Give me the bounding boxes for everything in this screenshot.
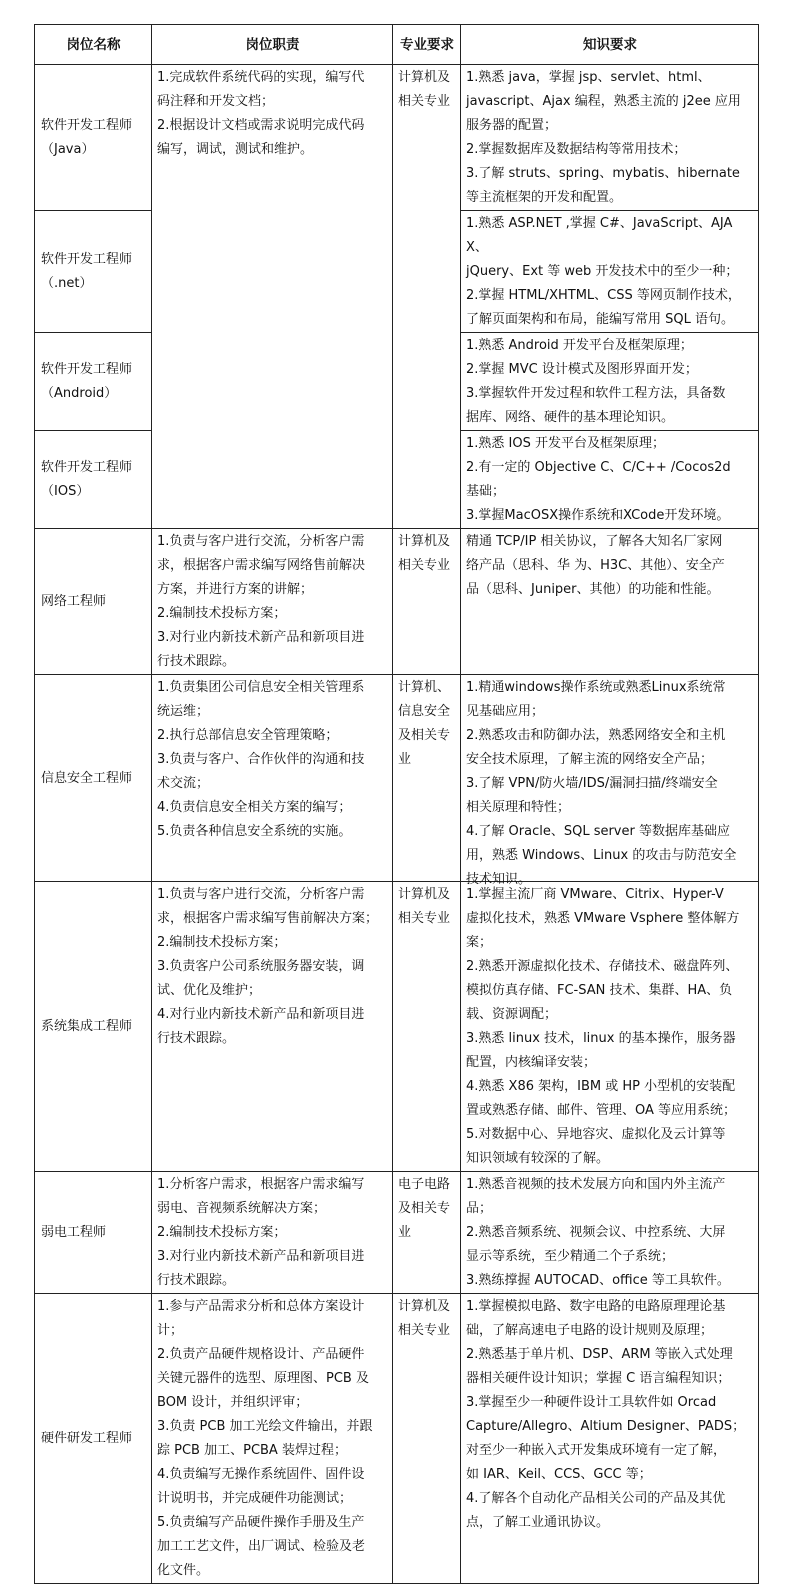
duty-line: 3.对行业内新技术新产品和新项目进 — [157, 1249, 365, 1264]
duty-line: 3.负责 PCB 加工光绘文件输出，并跟 — [157, 1419, 373, 1434]
major-line: 及相关专 — [398, 728, 451, 743]
knowledge-line: 置或熟悉存储、邮件、管理、OA 等应用系统； — [466, 1103, 737, 1118]
position-name: 软件开发工程师 — [41, 460, 133, 475]
duty-line: 行技术跟踪。 — [157, 1031, 236, 1046]
knowledge-line: 2.熟悉攻击和防御办法，熟悉网络安全和主机 — [466, 728, 726, 743]
knowledge-line: 用，熟悉 Windows、Linux 的攻击与防范安全 — [466, 848, 737, 863]
knowledge-line: 2.掌握数据库及数据结构等常用技术； — [466, 142, 687, 157]
duty-line: 方案，并进行方案的讲解； — [157, 582, 314, 597]
major-line: 信息安全 — [398, 704, 451, 719]
duty-line: 1.完成软件系统代码的实现，编写代 — [157, 70, 365, 85]
major-line: 计算机及 — [398, 1299, 451, 1314]
duty-line: 2.编制技术投标方案； — [157, 606, 287, 621]
knowledge-cell — [461, 1172, 759, 1294]
position-name: 硬件研发工程师 — [41, 1431, 133, 1446]
major-line: 相关专业 — [398, 911, 451, 926]
position-name: 系统集成工程师 — [41, 1019, 133, 1034]
knowledge-line: 如 IAR、Keil、CCS、GCC 等； — [466, 1467, 652, 1482]
knowledge-line: 4.了解各个自动化产品相关公司的产品及其优 — [466, 1491, 726, 1506]
duty-line: 1.负责与客户进行交流，分析客户需 — [157, 534, 365, 549]
major-cell — [393, 65, 461, 529]
table-row — [35, 882, 759, 1172]
knowledge-line: Capture/Allegro、Altium Designer、PADS； — [466, 1419, 746, 1434]
position-name: 软件开发工程师 — [41, 362, 133, 377]
knowledge-line: 2.掌握 MVC 设计模式及图形界面开发； — [466, 362, 698, 377]
major-cell — [393, 1294, 461, 1584]
major-line: 业 — [398, 752, 412, 767]
position-name: 弱电工程师 — [41, 1225, 107, 1240]
knowledge-line: 2.熟悉开源虚拟化技术、存储技术、磁盘阵列、 — [466, 959, 739, 974]
knowledge-line: 1.熟悉音视频的技术发展方向和国内外主流产 — [466, 1177, 726, 1192]
duties-cell — [152, 65, 393, 529]
duties-cell — [152, 529, 393, 675]
knowledge-line: 2.有一定的 Objective C、C/C++ /Cocos2d — [466, 460, 731, 475]
major-line: 计算机及 — [398, 70, 451, 85]
major-cell — [393, 675, 461, 882]
duties-cell — [152, 1172, 393, 1294]
knowledge-cell — [461, 333, 759, 431]
table-row — [35, 529, 759, 675]
table-row — [35, 1294, 759, 1584]
position-name: 信息安全工程师 — [41, 770, 133, 786]
major-line: 业 — [398, 1225, 412, 1240]
knowledge-line: 服务器的配置； — [466, 118, 558, 133]
knowledge-line: 品（思科、Juniper、其他）的功能和性能。 — [466, 582, 720, 597]
major-line: 相关专业 — [398, 558, 451, 573]
duty-line: 1.负责集团公司信息安全相关管理系 — [157, 680, 365, 695]
knowledge-line: 4.熟悉 X86 架构，IBM 或 HP 小型机的安装配 — [466, 1079, 736, 1094]
major-line: 计算机及 — [398, 534, 451, 549]
knowledge-cell — [461, 882, 759, 1172]
duty-line: 计说明书，并完成硬件功能测试； — [157, 1491, 353, 1506]
knowledge-line: 虚拟化技术，熟悉 VMware Vsphere 整体解方 — [466, 911, 740, 926]
duty-line: 1.负责与客户进行交流，分析客户需 — [157, 887, 365, 902]
duty-line: 求，根据客户需求编写网络售前解决 — [157, 558, 366, 573]
position-name: 软件开发工程师 — [41, 118, 133, 133]
knowledge-line: jQuery、Ext 等 web 开发技术中的至少一种； — [466, 264, 739, 279]
knowledge-line: 1.精通windows操作系统或熟悉Linux系统常 — [466, 680, 726, 695]
duty-line: 4.负责编写无操作系统固件、固件设 — [157, 1467, 365, 1482]
major-line: 电子电路 — [398, 1177, 451, 1192]
duty-line: BOM 设计，并组织评审； — [157, 1395, 309, 1410]
knowledge-cell — [461, 211, 759, 333]
duty-line: 1.分析客户需求，根据客户需求编写 — [157, 1177, 365, 1192]
knowledge-line: 1.熟悉 java，掌握 jsp、servlet、html、 — [466, 70, 711, 85]
knowledge-line: 3.熟练撑握 AUTOCAD、office 等工具软件。 — [466, 1273, 730, 1288]
knowledge-line: 技术知识。 — [466, 872, 532, 887]
knowledge-line: 配置，内核编译安装； — [466, 1055, 597, 1070]
knowledge-line: 器相关硬件设计知识；掌握 C 语言编程知识； — [466, 1371, 731, 1386]
knowledge-line: 2.熟悉基于单片机、DSP、ARM 等嵌入式处理 — [466, 1347, 733, 1362]
position-name: 软件开发工程师 — [41, 252, 133, 267]
major-line: 相关专业 — [398, 1323, 451, 1338]
major-line: 计算机、 — [398, 680, 451, 695]
duty-line: 行技术跟踪。 — [157, 654, 236, 669]
major-cell — [393, 1172, 461, 1294]
knowledge-cell — [461, 529, 759, 675]
major-line: 及相关专 — [398, 1201, 451, 1216]
position-name-cell — [35, 65, 152, 211]
knowledge-line: 2.熟悉音频系统、视频会议、中控系统、大屏 — [466, 1225, 726, 1240]
knowledge-line: 络产品（思科、华 为、H3C、其他）、安全产 — [466, 558, 725, 573]
knowledge-cell — [461, 65, 759, 211]
knowledge-line: 3.熟悉 linux 技术，linux 的基本操作，服务器 — [466, 1031, 736, 1046]
duty-line: 踪 PCB 加工、PCBA 装焊过程； — [157, 1443, 347, 1458]
knowledge-line: 模拟仿真存储、FC-SAN 技术、集群、HA、负 — [466, 983, 733, 998]
knowledge-cell — [461, 675, 759, 887]
duty-line: 化文件。 — [157, 1563, 210, 1578]
duty-line: 关键元器件的选型、原理图、PCB 及 — [157, 1371, 369, 1386]
duty-line: 编写，调试，测试和维护。 — [157, 142, 314, 157]
position-name-cell — [35, 1294, 152, 1584]
knowledge-line: 1.熟悉 Android 开发平台及框架原理； — [466, 338, 693, 353]
knowledge-line: 1.熟悉 IOS 开发平台及框架原理； — [466, 436, 665, 451]
knowledge-line: 据库、网络、硬件的基本理论知识。 — [466, 410, 675, 425]
knowledge-cell — [461, 1294, 759, 1584]
knowledge-cell — [461, 431, 759, 529]
duty-line: 2.负责产品硬件规格设计、产品硬件 — [157, 1347, 365, 1362]
knowledge-line: 3.掌握MacOSX操作系统和XCode开发环境。 — [466, 508, 730, 523]
major-line: 相关专业 — [398, 94, 451, 109]
knowledge-line: 2.掌握 HTML/XHTML、CSS 等网页制作技术， — [466, 288, 741, 303]
knowledge-line: 对至少一种嵌入式开发集成环境有一定了解， — [466, 1443, 727, 1458]
position-name-cell — [35, 529, 152, 675]
knowledge-line: 见基础应用； — [466, 704, 545, 719]
knowledge-line: 3.掌握至少一种硬件设计工具软件如 Orcad — [466, 1395, 717, 1410]
duty-line: 统运维； — [157, 704, 210, 719]
knowledge-line: 1.掌握主流厂商 VMware、Citrix、Hyper-V — [466, 887, 724, 902]
major-line: 计算机及 — [398, 887, 451, 902]
knowledge-line: 3.了解 VPN/防火墙/IDS/漏洞扫描/终端安全 — [466, 776, 718, 791]
table-row — [35, 675, 759, 882]
duty-line: 3.负责与客户、合作伙伴的沟通和技 — [157, 752, 365, 767]
duty-line: 2.编制技术投标方案； — [157, 1225, 287, 1240]
duty-line: 加工工艺文件，出厂调试、检验及老 — [157, 1539, 366, 1554]
knowledge-line: 知识领域有较深的了解。 — [466, 1151, 610, 1166]
knowledge-line: 载、资源调配； — [466, 1007, 558, 1022]
knowledge-line: 相关原理和特性； — [466, 800, 571, 815]
duty-line: 4.负责信息安全相关方案的编写； — [157, 800, 352, 815]
knowledge-line: 1.掌握模拟电路、数字电路的电路原理理论基 — [466, 1299, 726, 1314]
duty-line: 行技术跟踪。 — [157, 1273, 236, 1288]
knowledge-line: 等主流框架的开发和配置。 — [466, 190, 623, 205]
header-major: 专业要求 — [393, 25, 461, 65]
duties-cell — [152, 675, 393, 882]
table-header-row — [35, 25, 759, 65]
duty-line: 2.根据设计文档或需求说明完成代码 — [157, 118, 365, 133]
position-name: 网络工程师 — [41, 594, 107, 609]
knowledge-line: 础，了解高速电子电路的设计规则及原理； — [466, 1323, 714, 1338]
duty-line: 试、优化及维护； — [157, 983, 262, 998]
duty-line: 码注释和开发文档； — [157, 94, 275, 109]
header-position-name: 岗位名称 — [35, 25, 152, 65]
duty-line: 术交流； — [157, 776, 210, 791]
major-cell — [393, 529, 461, 675]
duties-cell — [152, 882, 393, 1172]
duties-cell — [152, 1294, 393, 1584]
position-name: （.net） — [41, 276, 93, 291]
position-name-cell — [35, 211, 152, 333]
header-duties: 岗位职责 — [152, 25, 393, 65]
knowledge-line: 了解页面架构和布局，能编写常用 SQL 语句。 — [466, 312, 734, 327]
duty-line: 4.对行业内新技术新产品和新项目进 — [157, 1007, 365, 1022]
knowledge-line: 3.掌握软件开发过程和软件工程方法，具备数 — [466, 386, 726, 401]
position-name-cell — [35, 333, 152, 431]
knowledge-line: 3.了解 struts、spring、mybatis、hibernate — [466, 166, 740, 181]
duty-line: 1.参与产品需求分析和总体方案设计 — [157, 1299, 365, 1314]
knowledge-line: 基础； — [466, 484, 506, 499]
major-cell — [393, 882, 461, 1172]
header-knowledge: 知识要求 — [461, 25, 759, 65]
duty-line: 求，根据客户需求编写售前解决方案； — [157, 911, 379, 926]
duty-line: 2.执行总部信息安全管理策略； — [157, 728, 339, 743]
position-name: （IOS） — [41, 484, 90, 499]
position-name: （Android） — [41, 386, 118, 401]
knowledge-line: 品； — [466, 1201, 493, 1216]
table-row — [35, 1172, 759, 1294]
duty-line: 3.对行业内新技术新产品和新项目进 — [157, 630, 365, 645]
job-requirements-table — [34, 24, 759, 1584]
duty-line: 弱电、音视频系统解决方案； — [157, 1201, 327, 1216]
knowledge-line: javascript、Ajax 编程，熟悉主流的 j2ee 应用 — [466, 94, 741, 109]
position-name-cell — [35, 675, 152, 882]
knowledge-line: 点，了解工业通讯协议。 — [466, 1515, 610, 1530]
knowledge-line: 安全技术原理，了解主流的网络安全产品； — [466, 752, 714, 767]
position-name-cell — [35, 1172, 152, 1294]
knowledge-line: 精通 TCP/IP 相关协议，了解各大知名厂家网 — [466, 534, 723, 549]
knowledge-clip — [466, 676, 754, 887]
table-row — [35, 65, 759, 211]
duty-line: 3.负责客户公司系统服务器安装，调 — [157, 959, 365, 974]
position-name-cell — [35, 431, 152, 529]
knowledge-line: 5.对数据中心、异地容灾、虚拟化及云计算等 — [466, 1127, 726, 1142]
duty-line: 5.负责编写产品硬件操作手册及生产 — [157, 1515, 365, 1530]
duty-line: 计； — [157, 1323, 184, 1338]
duty-line: 5.负责各种信息安全系统的实施。 — [157, 824, 352, 839]
knowledge-line: 案； — [466, 935, 493, 950]
position-name-cell — [35, 882, 152, 1172]
knowledge-line: 显示等系统，至少精通二个子系统； — [466, 1249, 675, 1264]
knowledge-line: 4.了解 Oracle、SQL server 等数据库基础应 — [466, 824, 730, 839]
knowledge-line: 1.熟悉 ASP.NET ,掌握 C#、JavaScript、AJAX、 — [466, 216, 733, 255]
duty-line: 2.编制技术投标方案； — [157, 935, 287, 950]
position-name: （Java） — [41, 142, 95, 157]
